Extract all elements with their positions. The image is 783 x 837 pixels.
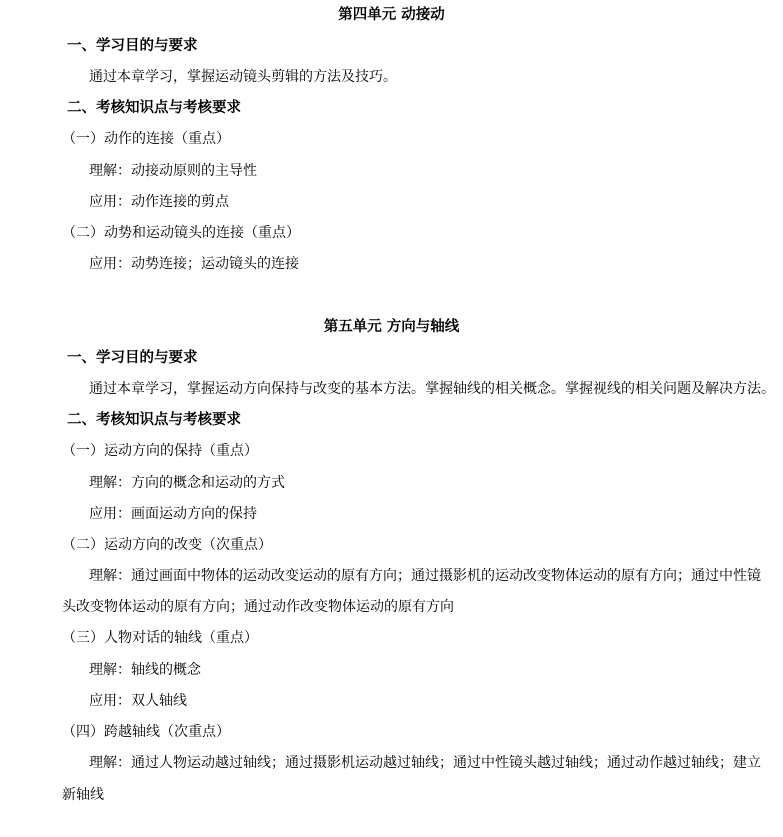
unit5-point3-apply: 应用：双人轴线 (89, 693, 187, 709)
unit5-section1-heading: 一、学习目的与要求 (67, 350, 198, 366)
unit5-point1-understand: 理解：方向的概念和运动的方式 (89, 475, 285, 491)
unit5-point2-understand-line2: 头改变物体运动的原有方向；通过动作改变物体运动的原有方向 (62, 599, 454, 615)
unit4-point1-understand: 理解：动接动原则的主导性 (89, 163, 257, 179)
unit4-title: 第四单元 动接动 (338, 7, 445, 23)
unit5-point3-heading: （三）人物对话的轴线（重点） (62, 630, 258, 646)
unit4-point1-apply: 应用：动作连接的剪点 (89, 194, 229, 210)
unit5-point1-apply: 应用：画面运动方向的保持 (89, 506, 257, 522)
unit4-point2-apply: 应用：动势连接；运动镜头的连接 (89, 256, 299, 272)
unit5-section2-heading: 二、考核知识点与考核要求 (67, 412, 241, 428)
unit4-section1-text: 通过本章学习，掌握运动镜头剪辑的方法及技巧。 (89, 69, 397, 85)
unit5-point2-understand-line1: 理解：通过画面中物体的运动改变运动的原有方向；通过摄影机的运动改变物体运动的原有方向；通过中性镜 (89, 568, 761, 584)
unit5-point4-heading: （四）跨越轴线（次重点） (62, 724, 230, 740)
unit4-section2-heading: 二、考核知识点与考核要求 (67, 100, 241, 116)
unit5-point3-understand: 理解：轴线的概念 (89, 662, 201, 678)
unit4-point2-heading: （二）动势和运动镜头的连接（重点） (62, 225, 300, 241)
unit4-section1-heading: 一、学习目的与要求 (67, 38, 198, 54)
unit4-point1-heading: （一）动作的连接（重点） (62, 131, 230, 147)
unit5-title: 第五单元 方向与轴线 (323, 319, 460, 335)
unit5-point1-heading: （一）运动方向的保持（重点） (62, 443, 258, 459)
unit5-point4-understand-line1: 理解：通过人物运动越过轴线；通过摄影机运动越过轴线；通过中性镜头越过轴线；通过动作越过轴线；建立 (89, 755, 761, 771)
unit5-section1-text: 通过本章学习，掌握运动方向保持与改变的基本方法。掌握轴线的相关概念。掌握视线的相关问题及解决方法。 (89, 381, 775, 397)
unit5-point4-understand-line2: 新轴线 (62, 787, 104, 803)
unit5-point2-heading: （二）运动方向的改变（次重点） (62, 537, 272, 553)
